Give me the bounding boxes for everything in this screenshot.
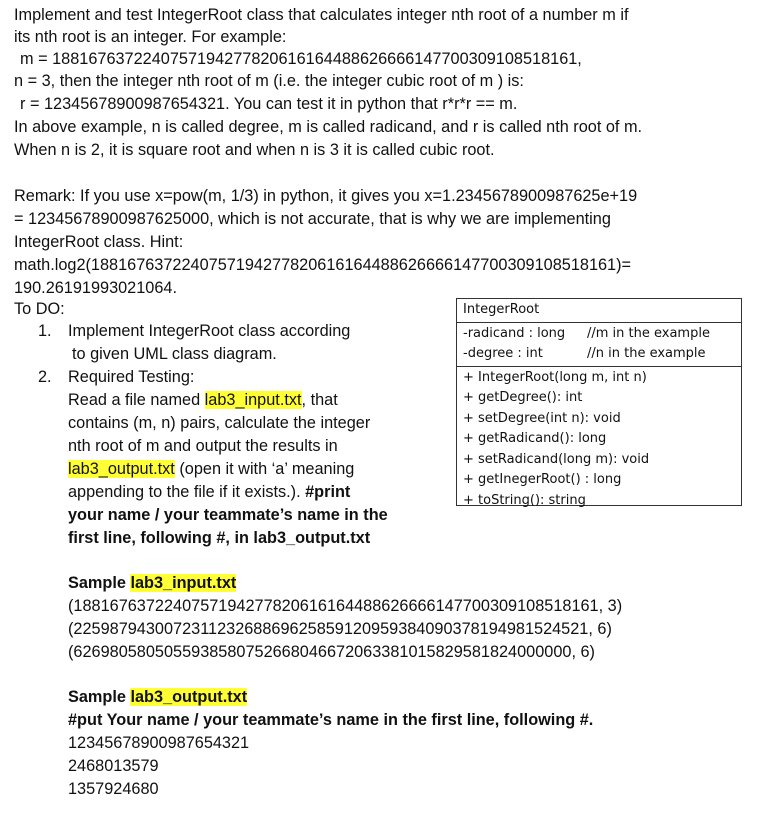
todo-item-2-line-3: contains (m, n) pairs, calculate the integer xyxy=(68,414,371,432)
uml-class-name-section xyxy=(457,299,741,323)
sample-output-heading xyxy=(68,686,247,708)
todo-item-2-line-8: first line, following #, in lab3_output.txt xyxy=(68,529,371,547)
todo-heading: To DO: xyxy=(14,300,65,318)
uml-attribute-name: -radicand : long xyxy=(463,325,566,341)
intro-m-line: m = 1881676372240757194277820616164488626666147700309108518161, xyxy=(20,50,582,68)
todo-item-2-line-5 xyxy=(68,458,354,480)
remark-line-5: 190.26191993021064. xyxy=(14,279,177,297)
text-fragment: appending to the file if it exists.). xyxy=(68,483,306,501)
todo-item-2-line-4: nth root of m and output the results in xyxy=(68,437,338,455)
todo-item-2-line-6 xyxy=(68,481,350,503)
todo-item-2-line-2 xyxy=(68,389,338,411)
uml-class-diagram xyxy=(456,298,742,506)
text-fragment: Sample xyxy=(68,574,131,592)
uml-method: + getRadicand(): long xyxy=(463,431,607,446)
intro-line-6: In above example, n is called degree, m is called radicand, and r is called nth root of m. xyxy=(14,118,643,136)
uml-attribute xyxy=(463,324,735,345)
remark-line-1: Remark: If you use x=pow(m, 1/3) in python, it gives you x=1.2345678900987625e+19 xyxy=(14,187,638,205)
sample-input-line: (6269805805055938580752668046672063381015829581824000000, 6) xyxy=(68,643,595,661)
uml-attributes-section xyxy=(457,323,741,367)
sample-output-line: 2468013579 xyxy=(68,757,159,775)
sample-output-line: 12345678900987654321 xyxy=(68,734,250,752)
uml-method: + setDegree(int n): void xyxy=(463,410,621,426)
todo-item-2-line-7: your name / your teammate’s name in the xyxy=(68,506,388,524)
input-filename-highlight: lab3_input.txt xyxy=(204,391,302,409)
print-instruction-bold: #print xyxy=(305,483,351,501)
output-filename-highlight: lab3_output.txt xyxy=(68,460,175,478)
text-fragment: (open it with ‘a’ meaning xyxy=(174,460,355,478)
uml-method: + IntegerRoot(long m, int n) xyxy=(463,369,647,385)
todo-item-1-number: 1. xyxy=(38,322,52,340)
uml-method: + getDegree(): int xyxy=(463,390,583,405)
intro-line-7: When n is 2, it is square root and when n is 3 it is called cubic root. xyxy=(14,141,495,159)
uml-attribute-comment: //n in the example xyxy=(587,346,706,361)
intro-n-line: n = 3, then the integer nth root of m (i.e. the integer cubic root of m ) is: xyxy=(14,72,524,90)
uml-method: + setRadicand(long m): void xyxy=(463,451,650,467)
sample-output-line: 1357924680 xyxy=(68,780,159,798)
uml-attribute-name: -degree : int xyxy=(463,346,543,361)
uml-methods-section xyxy=(457,367,741,513)
intro-line-2: its nth root is an integer. For example: xyxy=(14,28,287,46)
sample-input-filename: lab3_input.txt xyxy=(130,574,237,592)
todo-item-1-line-2: to given UML class diagram. xyxy=(72,345,277,363)
remark-line-4: math.log2(1881676372240757194277820616164488626666147700309108518161)= xyxy=(14,256,632,274)
uml-attribute xyxy=(463,344,735,365)
todo-item-2-line-1: Required Testing: xyxy=(68,368,195,386)
todo-item-2-number: 2. xyxy=(38,368,52,386)
uml-method: + getInegerRoot() : long xyxy=(463,472,622,487)
todo-item-1-line-1: Implement IntegerRoot class according xyxy=(68,322,351,340)
uml-method: + toString(): string xyxy=(463,492,586,508)
uml-class-name: IntegerRoot xyxy=(463,302,540,317)
intro-line-1: Implement and test IntegerRoot class that calculates integer nth root of a number m if xyxy=(14,6,629,24)
uml-attribute-comment: //m in the example xyxy=(587,325,710,341)
sample-output-comment: #put Your name / your teammate’s name in the first line, following #. xyxy=(68,711,594,729)
sample-input-line: (1881676372240757194277820616164488626666147700309108518161, 3) xyxy=(68,597,623,615)
intro-r-line: r = 12345678900987654321. You can test it in python that r*r*r == m. xyxy=(20,95,518,113)
remark-line-2: = 12345678900987625000, which is not accurate, that is why we are implementing xyxy=(14,210,611,228)
remark-line-3: IntegerRoot class. Hint: xyxy=(14,233,184,251)
sample-input-heading xyxy=(68,572,236,594)
text-fragment: Read a file named xyxy=(68,391,205,409)
text-fragment: Sample xyxy=(68,688,131,706)
text-fragment: , that xyxy=(301,391,338,409)
sample-output-filename: lab3_output.txt xyxy=(130,688,248,706)
sample-input-line: (2259879430072311232688696258591209593840903781949815245​21, 6) xyxy=(68,620,612,638)
